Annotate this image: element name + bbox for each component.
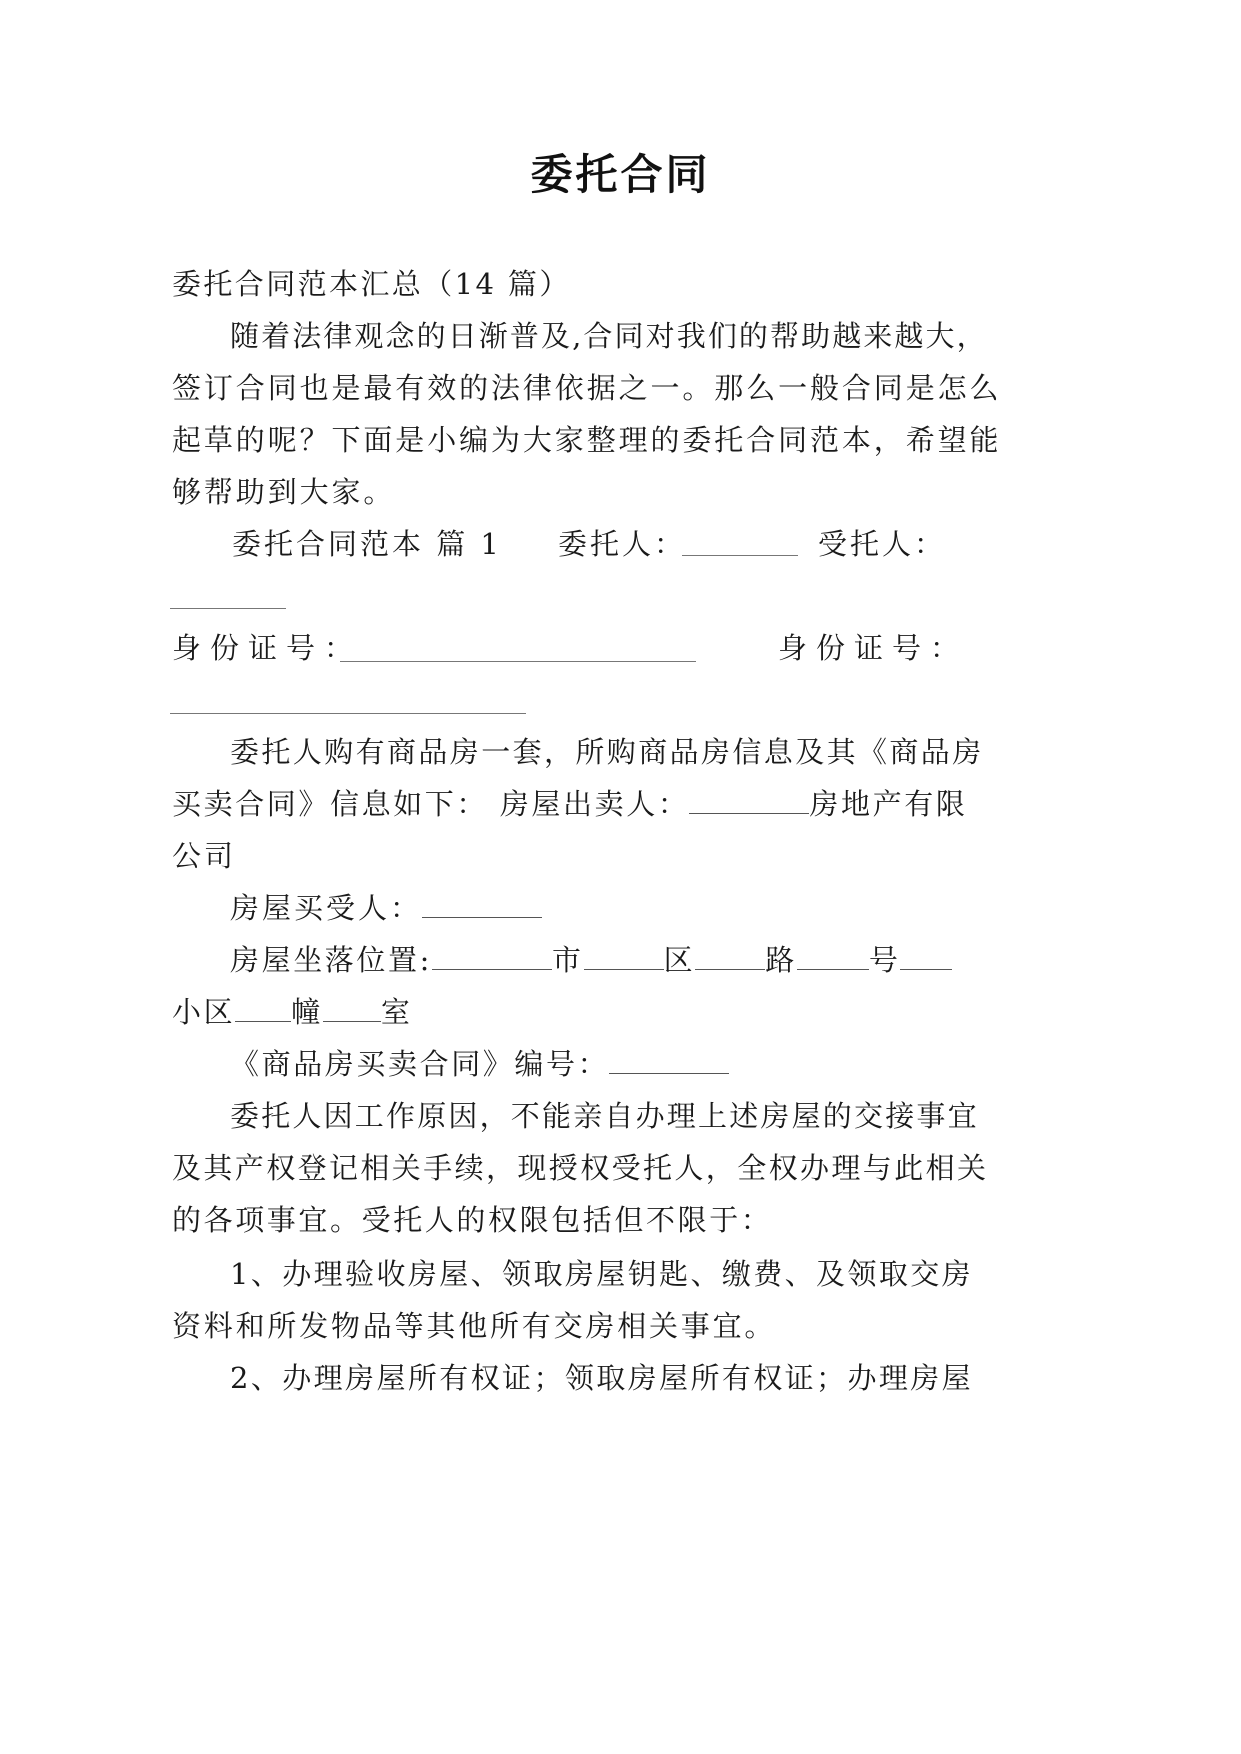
room-blank — [323, 992, 381, 1022]
body-p1-line2-suffix: 房地产有限 — [809, 787, 968, 821]
body-p1-line2-text: 买卖合同》信息如下： 房屋出卖人： — [172, 787, 690, 821]
principal-id-blank — [340, 660, 696, 662]
principal-id-label: 身份证号： — [172, 631, 363, 665]
location-community: 小区 — [172, 995, 236, 1029]
location-building: 幢 — [291, 995, 323, 1029]
section-heading: 委托合同范本 篇 1 — [232, 527, 502, 561]
principal-label: 委托人： — [558, 527, 687, 561]
agent-id-blank — [170, 712, 526, 714]
location-road: 路 — [765, 943, 797, 977]
district-blank — [584, 940, 664, 970]
location-room: 室 — [380, 995, 413, 1029]
contract-number-blank — [609, 1044, 729, 1074]
intro-line-3: 起草的呢？下面是小编为大家整理的委托合同范本，希望能 — [172, 423, 1002, 457]
intro-line-1: 随着法律观念的日渐普及,合同对我们的帮助越来越大， — [230, 319, 988, 353]
body-p2-line1: 委托人因工作原因，不能亲自办理上述房屋的交接事宜 — [230, 1099, 979, 1133]
document-title: 委托合同 — [530, 150, 711, 199]
buyer-label: 房屋买受人： — [230, 891, 423, 925]
location-label: 房屋坐落位置: — [230, 943, 432, 977]
body-p1-line3: 公司 — [172, 839, 237, 873]
agent-blank — [170, 607, 286, 609]
location-number: 号 — [868, 943, 901, 977]
location-line — [230, 940, 952, 980]
body-p1-line1: 委托人购有商品房一套，所购商品房信息及其《商品房 — [230, 735, 984, 769]
agent-id-label: 身份证号： — [778, 631, 969, 665]
location-city: 市 — [551, 943, 584, 977]
body-p1-line2 — [172, 784, 967, 824]
body-p2-line3: 的各项事宜。受托人的权限包括但不限于： — [172, 1203, 773, 1237]
body-p2-line2: 及其产权登记相关手续，现授权受托人，全权办理与此相关 — [172, 1151, 989, 1185]
contract-number-line — [230, 1044, 729, 1084]
item1-line2: 资料和所发物品等其他所有交房相关事宜。 — [172, 1309, 777, 1343]
buyer-blank — [422, 888, 542, 918]
city-blank — [432, 940, 552, 970]
intro-line-4: 够帮助到大家。 — [172, 475, 396, 509]
community-blank — [900, 940, 952, 970]
contract-number-label: 《商品房买卖合同》编号： — [230, 1047, 610, 1081]
item2-line1: 2、办理房屋所有权证；领取房屋所有权证；办理房屋 — [230, 1361, 974, 1395]
intro-line-2: 签订合同也是最有效的法律依据之一。那么一般合同是怎么 — [172, 371, 1002, 405]
document-subtitle: 委托合同范本汇总（14 篇） — [172, 267, 571, 301]
location-line-2 — [172, 992, 412, 1032]
location-district: 区 — [663, 943, 696, 977]
number-blank — [797, 940, 869, 970]
seller-blank — [689, 784, 809, 814]
buyer-line — [230, 888, 542, 928]
agent-label: 受托人： — [818, 527, 947, 561]
principal-blank — [682, 554, 798, 556]
building-blank — [235, 992, 291, 1022]
road-blank — [695, 940, 765, 970]
item1-line1: 1、办理验收房屋、领取房屋钥匙、缴费、及领取交房 — [230, 1257, 974, 1291]
